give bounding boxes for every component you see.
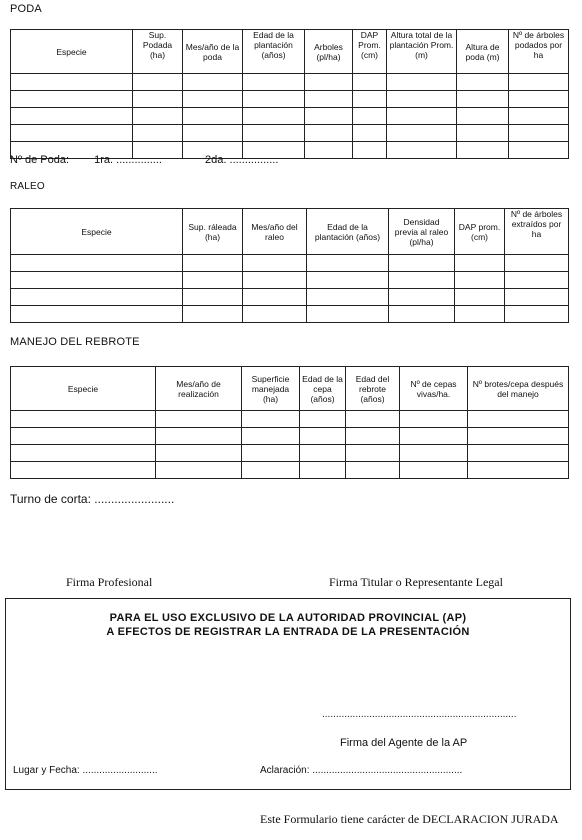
- poda-first-field[interactable]: 1ra. ...............: [94, 154, 162, 166]
- table-row: [11, 91, 569, 108]
- rebrote-header-edad-cepa: Edad de la cepa (años): [300, 367, 346, 411]
- poda-header-arboles-podados: Nº de árboles podados por ha: [509, 30, 569, 74]
- table-row: [11, 411, 569, 428]
- ap-aclaracion: [260, 765, 462, 776]
- raleo-table: [10, 208, 569, 323]
- table-row: [11, 289, 569, 306]
- raleo-header-arboles: Nº de árboles extraídos por ha: [505, 209, 569, 255]
- table-row: [11, 445, 569, 462]
- table-row: [11, 428, 569, 445]
- poda-title: PODA: [10, 3, 42, 15]
- firma-profesional: Firma Profesional: [66, 575, 153, 589]
- raleo-header-mes: Mes/año del raleo: [243, 209, 307, 255]
- poda-header-altura-poda: Altura de poda (m): [457, 30, 509, 74]
- rebrote-header-especie: Especie: [11, 367, 156, 411]
- rebrote-header-edad-rebrote: Edad del rebrote (años): [346, 367, 400, 411]
- raleo-title: RALEO: [10, 181, 45, 192]
- poda-numero-label: Nº de Poda:: [10, 154, 70, 166]
- table-row: [11, 108, 569, 125]
- ap-clar-label: Aclaración:: [260, 765, 310, 776]
- poda-header-edad: Edad de la plantación (años): [243, 30, 305, 74]
- table-row: [11, 272, 569, 289]
- ap-place-field[interactable]: ...........................: [82, 765, 158, 776]
- table-row: [11, 74, 569, 91]
- turno-corta: [10, 492, 174, 506]
- poda-header-altura-total: Altura total de la plantación Prom. (m): [387, 30, 457, 74]
- turno-field[interactable]: ........................: [94, 492, 175, 506]
- rebrote-header-brotes: Nº brotes/cepa después del manejo: [468, 367, 569, 411]
- raleo-header-especie: Especie: [11, 209, 183, 255]
- table-row: [11, 462, 569, 479]
- poda-header-especie: Especie: [11, 30, 133, 74]
- ap-title-line2: A EFECTOS DE REGISTRAR LA ENTRADA DE LA PRESENTACIÓN: [106, 626, 470, 638]
- raleo-header-sup: Sup. ráleada (ha): [183, 209, 243, 255]
- raleo-header-edad: Edad de la plantación (años): [307, 209, 389, 255]
- rebrote-title: MANEJO DEL REBROTE: [10, 336, 140, 348]
- rebrote-table: [10, 366, 569, 479]
- raleo-header-dap: DAP prom. (cm): [455, 209, 505, 255]
- raleo-header-densidad: Densidad previa al raleo (pl/ha): [389, 209, 455, 255]
- rebrote-header-mes: Mes/año de realización: [156, 367, 242, 411]
- poda-header-arboles: Arboles (pl/ha): [305, 30, 353, 74]
- table-row: [11, 306, 569, 323]
- poda-header-sup: Sup. Podada (ha): [133, 30, 183, 74]
- poda-table: [10, 29, 569, 159]
- ap-agent-label: Firma del Agente de la AP: [340, 737, 468, 749]
- table-row: [11, 255, 569, 272]
- ap-place-label: Lugar y Fecha:: [13, 765, 80, 776]
- rebrote-header-superficie: Superficie manejada (ha): [242, 367, 300, 411]
- poda-header-dap: DAP Prom. (cm): [353, 30, 387, 74]
- poda-numero: [10, 154, 278, 166]
- ap-title-line1: PARA EL USO EXCLUSIVO DE LA AUTORIDAD PROVINCIAL (AP): [109, 612, 467, 624]
- ap-signature-line[interactable]: ......................................................................: [322, 709, 517, 720]
- table-row: [11, 125, 569, 142]
- ap-clar-field[interactable]: ......................................................: [312, 765, 463, 776]
- ap-box: [5, 598, 571, 790]
- poda-header-mes: Mes/año de la poda: [183, 30, 243, 74]
- turno-label: Turno de corta:: [10, 492, 91, 506]
- poda-second-field[interactable]: 2da. ................: [205, 154, 279, 166]
- firma-titular: Firma Titular o Representante Legal: [329, 575, 503, 589]
- rebrote-header-cepas: Nº de cepas vivas/ha.: [400, 367, 468, 411]
- footer-declaracion: Este Formulario tiene carácter de DECLARACION JURADA: [260, 812, 559, 826]
- ap-place-date: [13, 765, 158, 776]
